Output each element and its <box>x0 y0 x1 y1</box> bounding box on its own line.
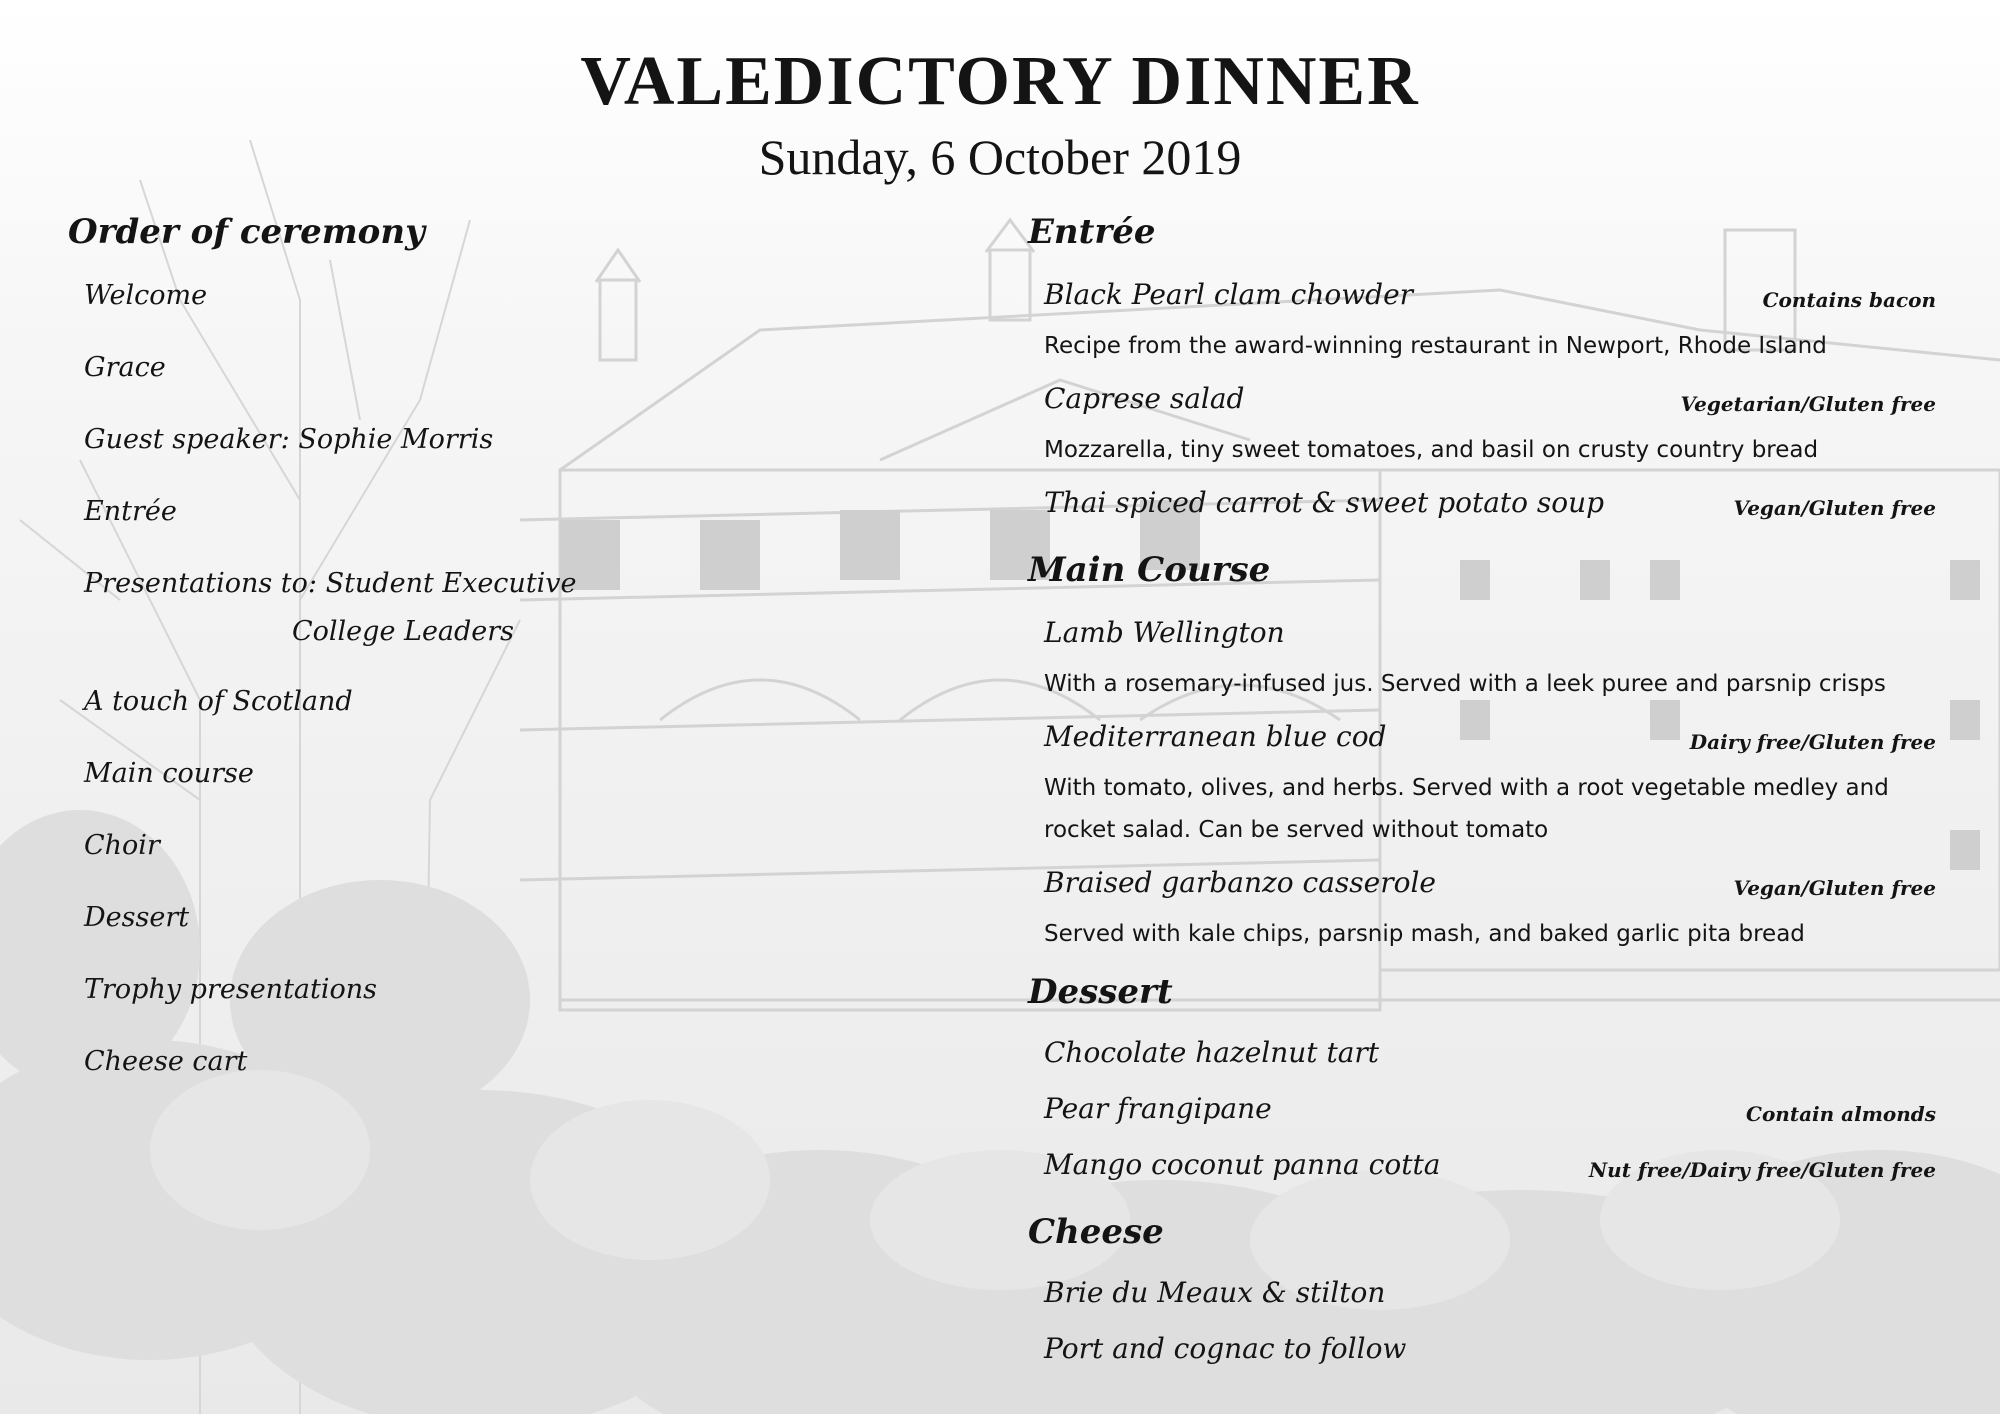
dietary-tag: Vegan/Gluten free <box>1733 876 1936 900</box>
ceremony-item: Entrée <box>84 496 177 527</box>
dish-name: Lamb Wellington <box>1044 616 1285 649</box>
dish-name: Braised garbanzo casserole <box>1044 866 1436 899</box>
ceremony-heading: Order of ceremony <box>68 212 425 252</box>
cheese-heading: Cheese <box>1028 1212 1164 1252</box>
dish-description: Served with kale chips, parsnip mash, and baked garlic pita bread <box>1044 921 1805 947</box>
main-course-heading: Main Course <box>1028 550 1271 590</box>
ceremony-item: Presentations to: Student Executive <box>84 568 577 599</box>
dish-name: Brie du Meaux & stilton <box>1044 1276 1386 1309</box>
ceremony-item: A touch of Scotland <box>84 686 353 717</box>
dish-name: Caprese salad <box>1044 382 1245 415</box>
ceremony-item: Main course <box>84 758 254 789</box>
dish-name: Mango coconut panna cotta <box>1044 1148 1441 1181</box>
dietary-tag: Vegetarian/Gluten free <box>1680 392 1936 416</box>
ceremony-item: Dessert <box>84 902 190 933</box>
ceremony-item: Choir <box>84 830 160 861</box>
dietary-tag: Contain almonds <box>1746 1102 1936 1126</box>
ceremony-item: Grace <box>84 352 166 383</box>
ceremony-item: Cheese cart <box>84 1046 248 1077</box>
dish-description: With tomato, olives, and herbs. Served with a root vegetable medley and rocket salad. Can be served without tomato <box>1044 775 1889 843</box>
dish-name: Thai spiced carrot & sweet potato soup <box>1044 486 1605 519</box>
dietary-tag: Contains bacon <box>1762 288 1936 312</box>
ceremony-item: Trophy presentations <box>84 974 378 1005</box>
dietary-tag: Nut free/Dairy free/Gluten free <box>1588 1158 1936 1182</box>
dish-description: Mozzarella, tiny sweet tomatoes, and basil on crusty country bread <box>1044 437 1819 463</box>
dish-description: Recipe from the award-winning restaurant in Newport, Rhode Island <box>1044 333 1827 359</box>
event-date: Sunday, 6 October 2019 <box>758 129 1242 185</box>
dish-name: Pear frangipane <box>1044 1092 1272 1125</box>
dessert-heading: Dessert <box>1028 972 1173 1012</box>
dietary-tag: Vegan/Gluten free <box>1733 496 1936 520</box>
entree-heading: Entrée <box>1028 212 1156 252</box>
dish-name: Black Pearl clam chowder <box>1044 278 1414 311</box>
ceremony-item: Welcome <box>84 280 208 311</box>
dietary-tag: Dairy free/Gluten free <box>1689 730 1936 754</box>
dish-name: Chocolate hazelnut tart <box>1044 1036 1380 1069</box>
dish-description: With a rosemary-infused jus. Served with a leek puree and parsnip crisps <box>1044 671 1886 697</box>
dish-name: Port and cognac to follow <box>1044 1332 1407 1365</box>
ceremony-item: College Leaders <box>292 616 515 647</box>
page-title: VALEDICTORY DINNER <box>580 43 1420 120</box>
ceremony-item: Guest speaker: Sophie Morris <box>84 424 494 455</box>
dish-name: Mediterranean blue cod <box>1044 720 1387 753</box>
